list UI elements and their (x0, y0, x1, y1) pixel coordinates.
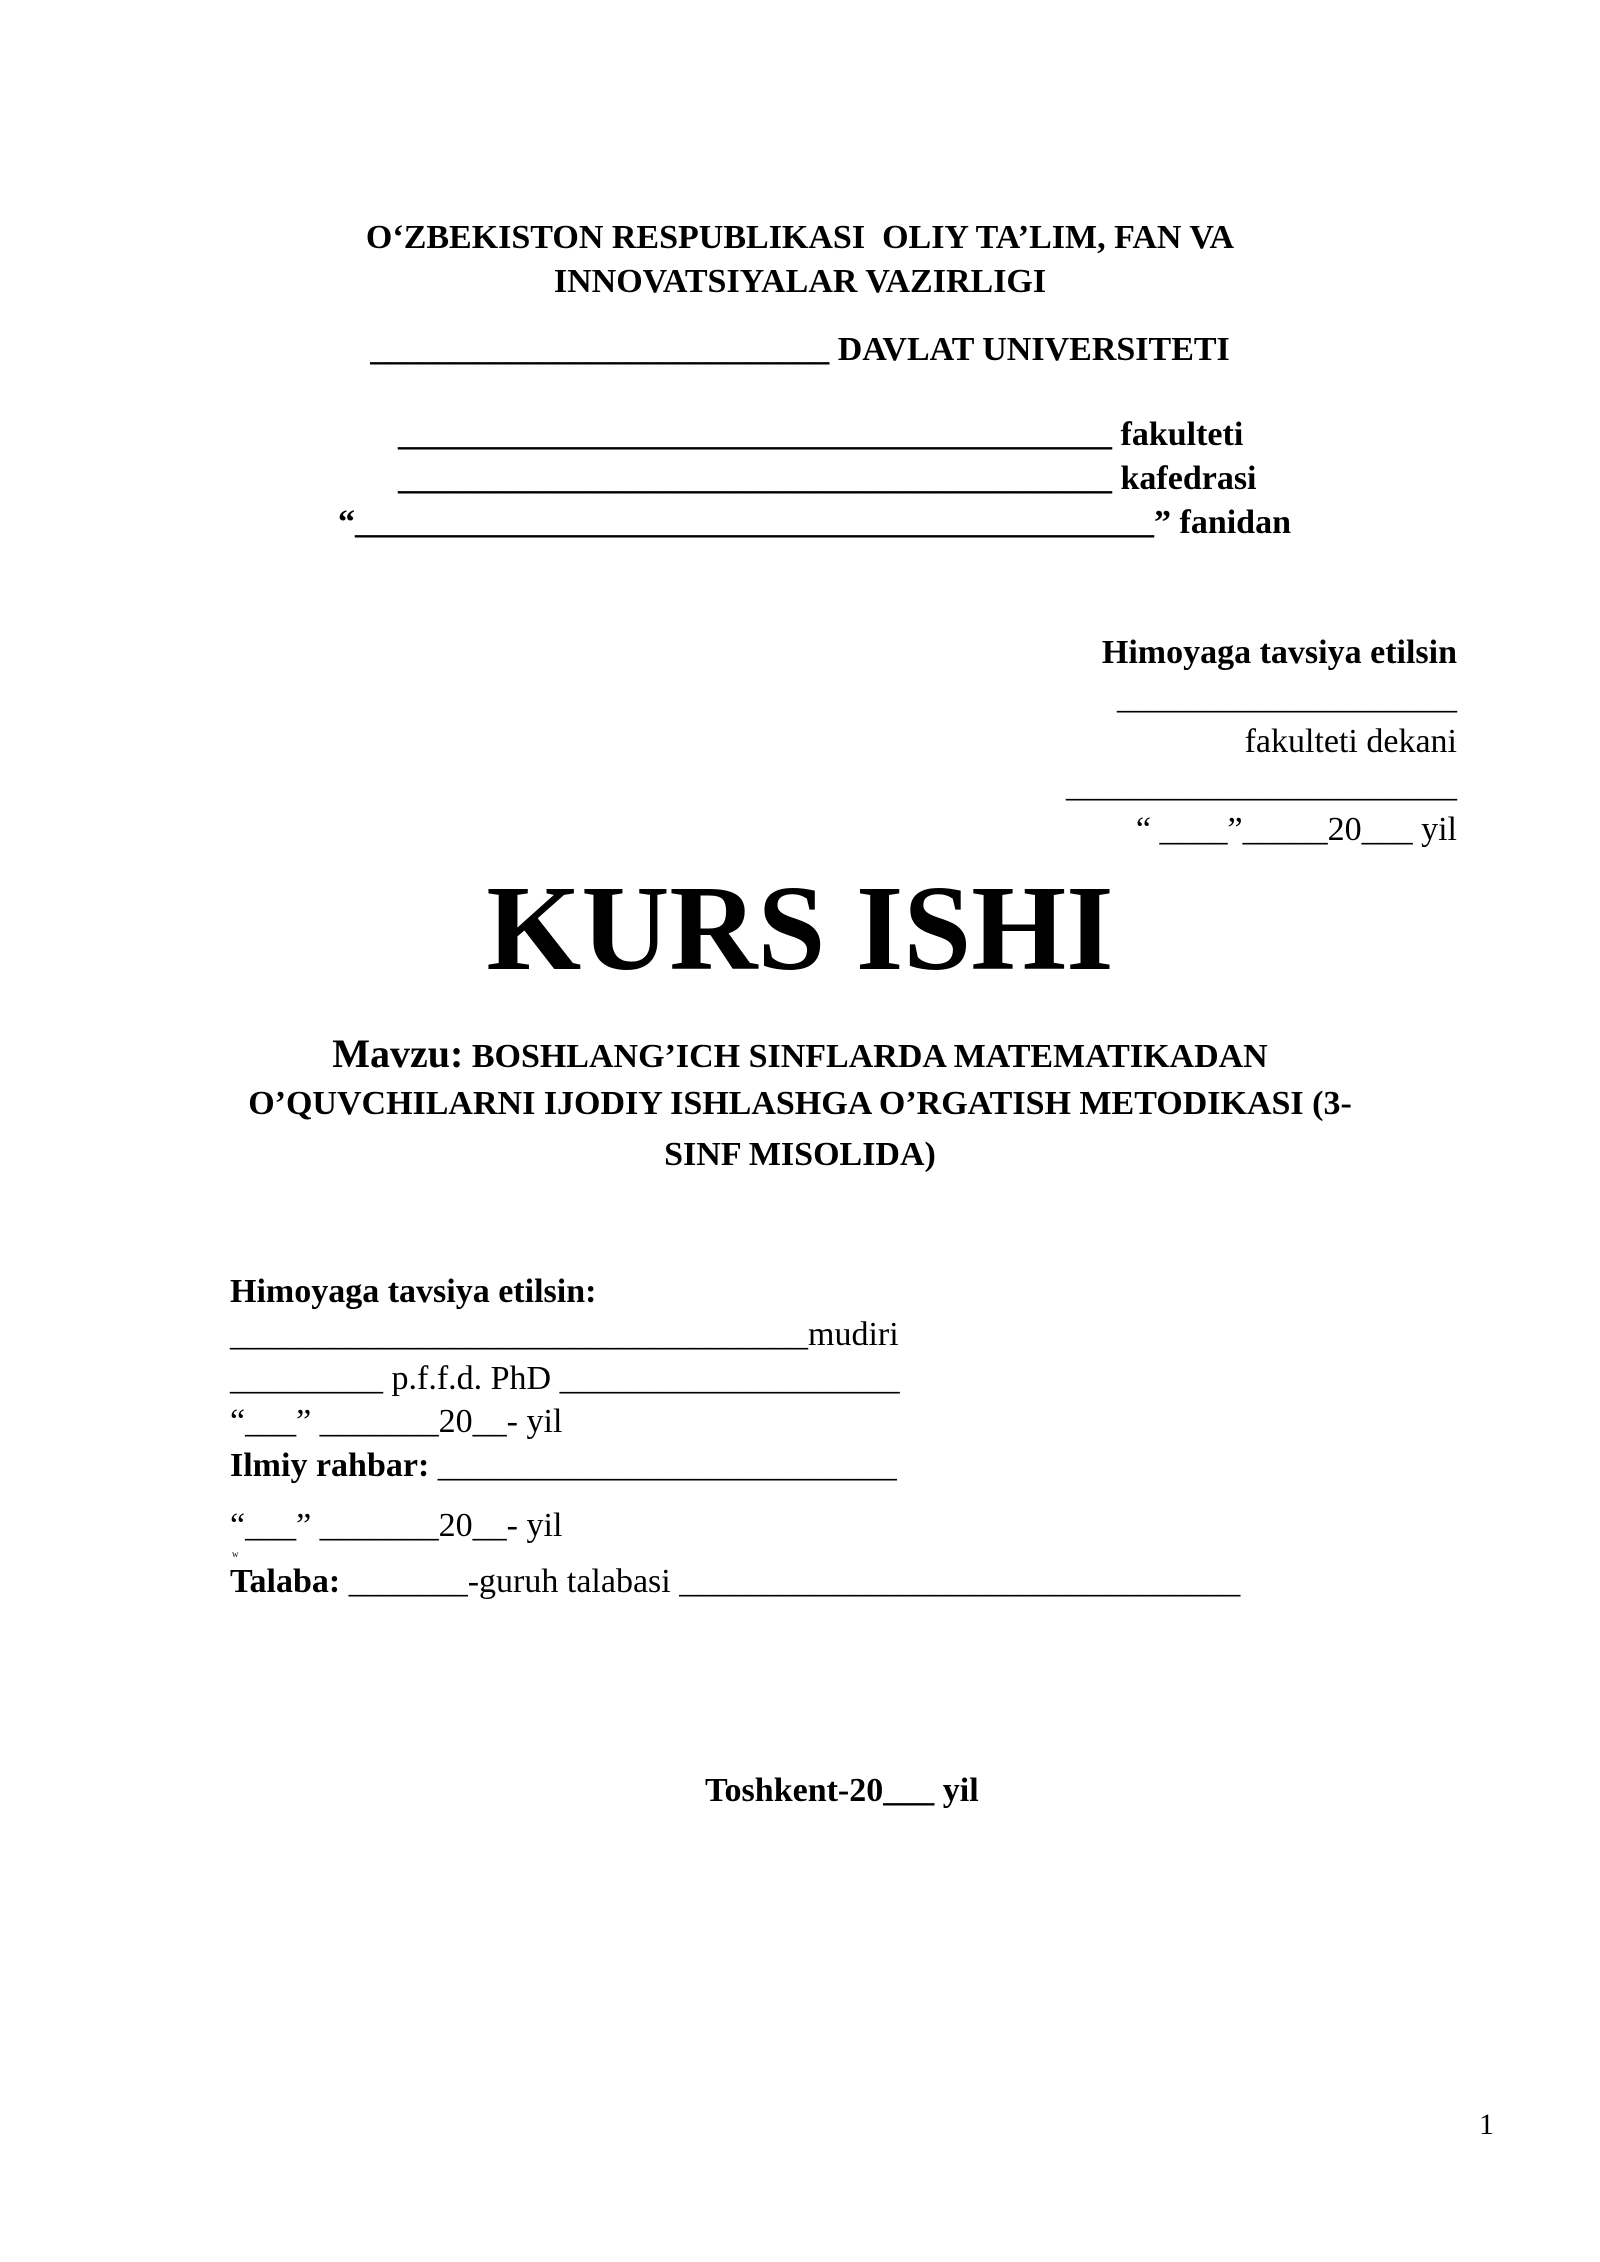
faculty-line: __________________________________________ fakulteti (398, 416, 1244, 453)
topic-text-1: BOSHLANG’ICH SINFLARDA MATEMATIKADAN (463, 1038, 1268, 1075)
dean-signature-blank: ____________________ (1117, 679, 1457, 716)
approval-date-1: “___” _______20__- yil (230, 1403, 563, 1440)
supervisor-blank: ___________________________ (429, 1447, 897, 1484)
city-year: Toshkent-20___ yil (705, 1772, 979, 1809)
approval-title: Himoyaga tavsiya etilsin: (230, 1273, 597, 1310)
phd-line: _________ p.f.f.d. PhD ____________________ (230, 1360, 900, 1397)
topic-line-3: SINF MISOLIDA) (664, 1136, 936, 1173)
tiny-mark: w (232, 1549, 239, 1559)
dean-approval-title: Himoyaga tavsiya etilsin (1101, 634, 1457, 671)
subject-line: “_______________________________________________” fanidan (338, 504, 1291, 541)
topic-line-1 (0, 1031, 1600, 1076)
department-line: __________________________________________ kafedrasi (398, 460, 1257, 497)
department-head-line: __________________________________mudiri (230, 1316, 899, 1353)
student-line (230, 1565, 1240, 1599)
page-number: 1 (1479, 2108, 1494, 2141)
approval-date-2: “___” _______20__- yil (230, 1507, 563, 1544)
university-line: ___________________________ DAVLAT UNIVERSITETI (370, 331, 1230, 368)
dean-name-blank: _______________________ (1066, 767, 1457, 804)
topic-line-2: O’QUVCHILARNI IJODIY ISHLASHGA O’RGATISH METODIKASI (3- (248, 1085, 1352, 1122)
ministry-line-1: O‘ZBEKISTON RESPUBLIKASI OLIY TA’LIM, FAN VA (365, 219, 1235, 256)
dean-approval-date: “ ____”_____20___ yil (1135, 811, 1457, 848)
dean-role: fakulteti dekani (1244, 723, 1457, 760)
supervisor-label: Ilmiy rahbar: (230, 1447, 430, 1484)
student-text: _______-guruh talabasi _________________________________ (340, 1563, 1241, 1600)
ministry-line-2: INNOVATSIYALAR VAZIRLIGI (553, 263, 1047, 300)
supervisor-line (230, 1449, 897, 1483)
page-title: KURS ISHI (486, 861, 1114, 996)
student-label: Talaba: (230, 1563, 341, 1600)
topic-label: Mavzu: (332, 1031, 464, 1076)
